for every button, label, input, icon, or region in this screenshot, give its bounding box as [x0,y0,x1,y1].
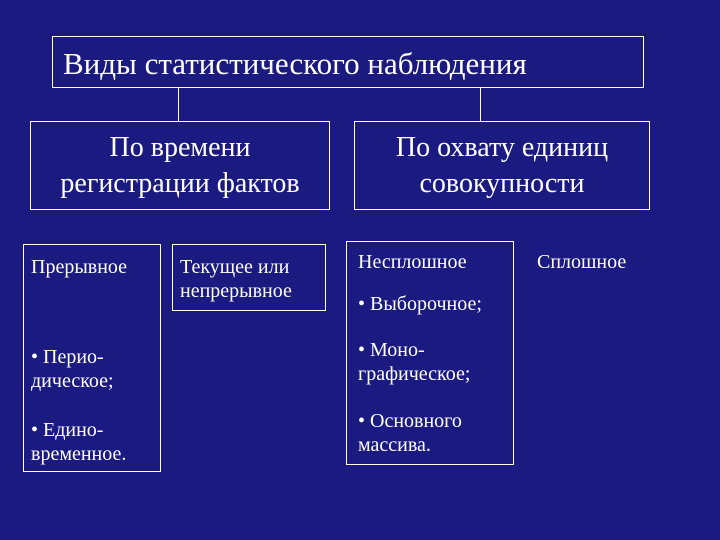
main-array-item-line2: массива. [358,434,431,456]
periodic-item-line1: • Перио- [31,346,104,368]
main-array-item [358,409,462,457]
periodic-item [31,345,114,393]
current-item [180,255,292,303]
monographic-item-line1: • Моно- [358,339,425,361]
connector-title-to-time [178,88,179,121]
diagram-title: Виды статистического наблюдения [63,46,527,81]
category-by-time-label [31,130,329,202]
category-by-time-line2: регистрации фактов [60,168,300,199]
title-box [52,36,644,88]
sample-item: • Выборочное; [358,293,482,315]
category-by-time-line1: По времени [109,132,251,163]
category-by-scope-line1: По охвату единиц [395,132,609,163]
main-array-item-line1: • Основного [358,410,462,432]
periodic-item-line2: дическое; [31,370,114,392]
complete-label: Сплошное [537,251,627,273]
monographic-item [358,338,470,386]
current-item-line1: Текущее или [180,256,290,278]
one-time-item-line2: временное. [31,443,127,465]
one-time-item [31,418,126,466]
category-by-time-box [30,121,330,210]
one-time-item-line1: • Едино- [31,419,104,441]
interrupted-label: Прерывное [31,256,128,278]
category-by-scope-box [354,121,650,210]
connector-title-to-scope [480,88,481,121]
current-item-line2: непрерывное [180,280,292,302]
partial-label: Несплошное [358,251,467,273]
category-by-scope-label [355,130,649,202]
category-by-scope-line2: совокупности [419,168,585,199]
monographic-item-line2: графическое; [358,363,471,385]
